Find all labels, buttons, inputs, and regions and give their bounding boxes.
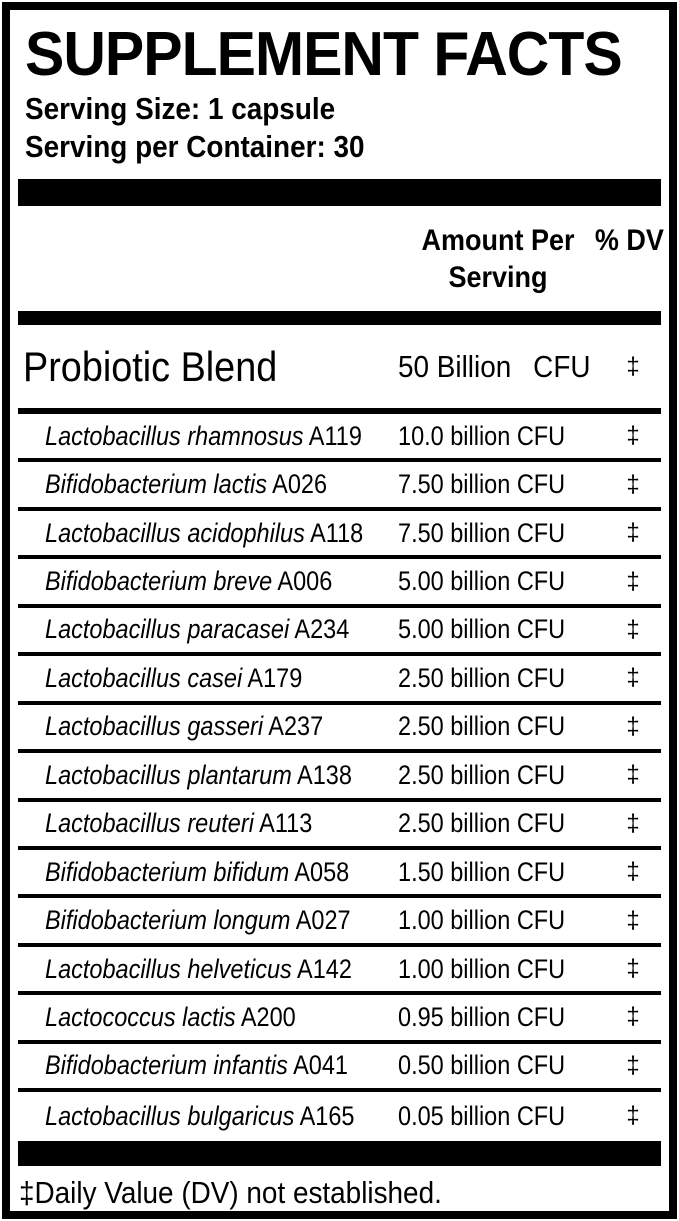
ingredient-row: [18, 705, 661, 753]
ingredient-row: [18, 511, 661, 559]
ingredient-amount-cell: [398, 566, 598, 597]
ingredient-amount-cell: [398, 614, 598, 645]
blend-amount: [398, 349, 598, 385]
ingredient-strain: A179: [247, 662, 303, 693]
ingredient-name: [18, 760, 398, 791]
ingredient-species: Lactobacillus acidophilus: [45, 517, 305, 548]
ingredient-name: [18, 614, 398, 645]
ingredient-row: [18, 656, 661, 704]
amount-per-serving-header: [398, 222, 598, 296]
ingredient-amount: 2.50 billion CFU: [398, 711, 566, 742]
serving-container-line: Serving per Container: 30: [25, 129, 365, 164]
ingredient-strain: A058: [294, 856, 350, 887]
ingredient-species: Lactobacillus paracasei: [45, 614, 290, 645]
ingredient-amount: 2.50 billion CFU: [398, 662, 566, 693]
ingredient-amount-cell: [398, 1101, 598, 1132]
ingredient-amount-cell: [398, 905, 598, 936]
ingredient-row: [18, 947, 661, 995]
ingredient-row: [18, 898, 661, 946]
ingredient-amount: 0.05 billion CFU: [398, 1100, 566, 1131]
ingredient-strain: A234: [294, 614, 350, 645]
separator-bar-bottom: [18, 1141, 661, 1166]
ingredient-name: [18, 857, 398, 888]
ingredient-amount: 1.00 billion CFU: [398, 953, 566, 984]
ingredient-name: [18, 469, 398, 500]
blend-amount-value: 50 Billion: [398, 348, 512, 384]
ingredient-amount-cell: [398, 1050, 598, 1081]
ingredient-strain: A041: [293, 1050, 348, 1081]
ingredient-strain: A138: [297, 759, 352, 790]
ingredient-species: Lactobacillus helveticus: [45, 953, 292, 984]
ingredient-strain: A165: [299, 1100, 355, 1131]
separator-bar-top: [18, 179, 661, 206]
ingredient-name: [18, 905, 398, 936]
ingredient-species: Lactobacillus gasseri: [45, 711, 264, 742]
ingredient-name: [18, 808, 398, 839]
ingredient-row: [18, 559, 661, 607]
ingredient-dv: ‡: [626, 1051, 640, 1079]
ingredient-row: [18, 1044, 661, 1092]
ingredient-amount: 7.50 billion CFU: [398, 469, 566, 500]
ingredient-dv: ‡: [626, 809, 640, 837]
ingredient-species: Bifidobacterium longum: [45, 905, 291, 936]
ingredient-amount: 5.00 billion CFU: [398, 566, 566, 597]
ingredient-strain: A006: [277, 566, 333, 597]
ingredient-amount-cell: [398, 808, 598, 839]
ingredient-dv: ‡: [626, 567, 640, 595]
ingredient-amount: 1.00 billion CFU: [398, 905, 566, 936]
ingredient-row: [18, 850, 661, 898]
blend-name: Probiotic Blend: [23, 342, 278, 390]
ingredient-amount: 5.00 billion CFU: [398, 614, 566, 645]
ingredient-row: [18, 1092, 661, 1140]
amount-header-line2: Serving: [448, 261, 548, 294]
ingredient-species: Lactobacillus reuteri: [45, 808, 254, 839]
ingredient-list: [18, 414, 661, 1141]
ingredient-amount: 2.50 billion CFU: [398, 759, 566, 790]
ingredient-name: [18, 518, 398, 549]
ingredient-strain: A026: [272, 469, 328, 500]
panel-title-text: SUPPLEMENT FACTS: [25, 20, 622, 89]
ingredient-species: Lactobacillus bulgaricus: [45, 1100, 295, 1131]
ingredient-amount-cell: [398, 663, 598, 694]
ingredient-species: Bifidobacterium bifidum: [45, 856, 290, 887]
ingredient-row: [18, 802, 661, 850]
ingredient-dv: ‡: [626, 422, 640, 450]
ingredient-amount-cell: [398, 1002, 598, 1033]
supplement-facts-panel: [2, 2, 677, 1219]
ingredient-name: [18, 1101, 398, 1132]
ingredient-amount: 0.95 billion CFU: [398, 1001, 566, 1032]
ingredient-name: [18, 421, 398, 452]
ingredient-species: Bifidobacterium lactis: [45, 469, 267, 500]
ingredient-name: [18, 954, 398, 985]
percent-dv-header: % DV: [594, 224, 664, 257]
ingredient-amount-cell: [398, 421, 598, 452]
ingredient-dv: ‡: [626, 664, 640, 692]
daily-value-footnote: ‡Daily Value (DV) not established.: [19, 1174, 442, 1210]
ingredient-dv: ‡: [626, 955, 640, 983]
ingredient-amount-cell: [398, 518, 598, 549]
ingredient-amount: 0.50 billion CFU: [398, 1050, 566, 1081]
ingredient-row: [18, 462, 661, 510]
ingredient-dv: ‡: [626, 615, 640, 643]
probiotic-blend-row: [18, 325, 661, 414]
serving-size-line: Serving Size: 1 capsule: [25, 91, 336, 126]
ingredient-species: Lactobacillus casei: [45, 662, 243, 693]
ingredient-strain: A118: [310, 517, 364, 548]
column-header-row: [18, 214, 664, 311]
ingredient-amount-cell: [398, 711, 598, 742]
ingredient-row: [18, 995, 661, 1043]
ingredient-dv: ‡: [626, 906, 640, 934]
ingredient-name: [18, 711, 398, 742]
ingredient-name: [18, 1050, 398, 1081]
ingredient-amount: 7.50 billion CFU: [398, 517, 566, 548]
ingredient-row: [18, 608, 661, 656]
ingredient-amount-cell: [398, 954, 598, 985]
ingredient-row: [18, 753, 661, 801]
ingredient-dv: ‡: [626, 858, 640, 886]
ingredient-species: Bifidobacterium infantis: [45, 1050, 288, 1081]
separator-bar-header: [18, 311, 661, 325]
panel-title: [25, 20, 661, 89]
ingredient-dv: ‡: [626, 1003, 640, 1031]
blend-dv: ‡: [626, 352, 640, 380]
ingredient-strain: A142: [297, 953, 352, 984]
ingredient-species: Lactococcus lactis: [45, 1001, 236, 1032]
ingredient-strain: A200: [240, 1001, 296, 1032]
ingredient-name: [18, 663, 398, 694]
ingredient-strain: A237: [268, 711, 324, 742]
ingredient-amount: 10.0 billion CFU: [398, 420, 566, 451]
blend-amount-unit: CFU: [533, 348, 591, 384]
serving-info: [25, 90, 661, 166]
ingredient-dv: ‡: [626, 712, 640, 740]
ingredient-dv: ‡: [626, 761, 640, 789]
ingredient-species: Lactobacillus rhamnosus: [45, 420, 304, 451]
ingredient-dv: ‡: [626, 1102, 640, 1130]
ingredient-amount: 2.50 billion CFU: [398, 808, 566, 839]
ingredient-name: [18, 566, 398, 597]
amount-header-line1: Amount Per: [421, 224, 575, 257]
ingredient-strain: A113: [259, 808, 313, 839]
ingredient-dv: ‡: [626, 519, 640, 547]
ingredient-strain: A027: [295, 905, 351, 936]
ingredient-name: [18, 1002, 398, 1033]
ingredient-amount-cell: [398, 469, 598, 500]
ingredient-row: [18, 414, 661, 462]
ingredient-amount-cell: [398, 857, 598, 888]
ingredient-strain: A119: [308, 420, 362, 451]
ingredient-amount-cell: [398, 760, 598, 791]
ingredient-amount: 1.50 billion CFU: [398, 856, 566, 887]
ingredient-dv: ‡: [626, 470, 640, 498]
ingredient-species: Bifidobacterium breve: [45, 566, 273, 597]
ingredient-species: Lactobacillus plantarum: [45, 759, 292, 790]
